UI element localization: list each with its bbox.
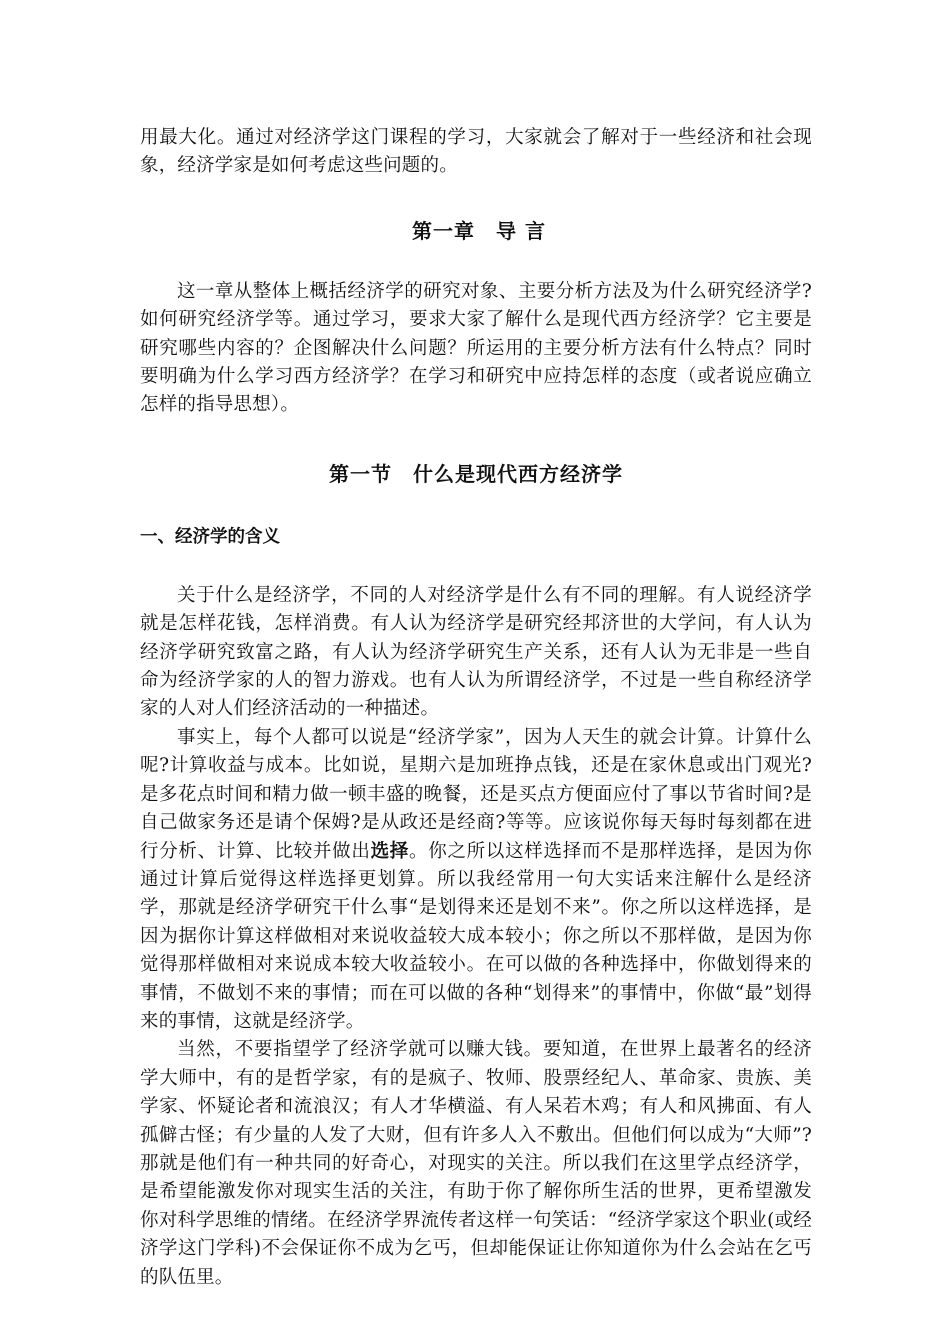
body-paragraph-2-part-1: 事实上，每个人都可以说是“经济学家”，因为人天生的就会计算。计算什么呢?计算收益与成本。比如说，星期六是加班挣点钱，还是在家休息或出门观光?是多花点时间和精力做一顿丰盛的晚餐，还是买点方便面应付了事以节省时间?是自己做家务还是请个保姆?是从政还是经商?等等。应该说你每天每时每刻都在进行分析、计算、比较并做出 bbox=[140, 726, 812, 862]
body-paragraph-3: 当然，不要指望学了经济学就可以赚大钱。要知道，在世界上最著名的经济学大师中，有的是哲学家，有的是疯子、牧师、股票经纪人、革命家、贵族、美学家、怀疑论者和流浪汉；有人才华横溢、有人呆若木鸡；有人和风拂面、有人孤僻古怪；有少量的人发了大财，但有许多人入不敷出。但他们何以成为“大师”?那就是他们有一种共同的好奇心，对现实的关注。所以我们在这里学点经济学，是希望能激发你对现实生活的关注，有助于你了解你所生活的世界，更希望激发你对科学思维的情绪。在经济学界流传者这样一句笑话：“经济学家这个职业(或经济学这门学科)不会保证你不成为乞丐，但却能保证让你知道你为什么会站在乞丐的队伍里。 bbox=[140, 1039, 812, 1288]
chapter-summary-paragraph: 这一章从整体上概括经济学的研究对象、主要分析方法及为什么研究经济学?如何研究经济学等。通过学习，要求大家了解什么是现代西方经济学？它主要是研究哪些内容的？企图解决什么问题？所运用的主要分析方法有什么特点？同时要明确为什么学习西方经济学？在学习和研究中应持怎样的态度（或者说应确立怎样的指导思想）。 bbox=[140, 280, 812, 416]
body-paragraph-1: 关于什么是经济学，不同的人对经济学是什么有不同的理解。有人说经济学就是怎样花钱，怎样消费。有人认为经济学是研究经邦济世的大学问，有人认为经济学研究致富之路，有人认为经济学研究生产关系，还有人认为无非是一些自命为经济学家的人的智力游戏。也有人认为所谓经济学，不过是一些自称经济学家的人对人们经济活动的一种描述。 bbox=[140, 584, 812, 720]
body-paragraph-2 bbox=[140, 724, 812, 1036]
chapter-title: 第一章 导 言 bbox=[412, 218, 546, 243]
section-title: 第一节 什么是现代西方经济学 bbox=[329, 461, 623, 486]
document-page bbox=[140, 118, 812, 1292]
emphasized-term: 选择 bbox=[370, 840, 410, 862]
body-paragraph-2-part-2: 。你之所以这样选择而不是那样选择，是因为你通过计算后觉得这样选择更划算。所以我经常用一句大实话来注解什么是经济学，那就是经济学研究干什么事“是划得来还是划不来”。你之所以这样选择，是因为据你计算这样做相对来说收益较大成本较小；你之所以不那样做，是因为你觉得那样做相对来说成本较大收益较小。在可以做的各种选择中，你做划得来的事情，不做划不来的事情；而在可以做的各种“划得来”的事情中，你做“最”划得来的事情，这就是经济学。 bbox=[140, 840, 813, 1032]
intro-paragraph-tail: 用最大化。通过对经济学这门课程的学习，大家就会了解对于一些经济和社会现象，经济学家是如何考虑这些问题的。 bbox=[140, 127, 812, 177]
subsection-title: 一、经济学的含义 bbox=[140, 526, 280, 547]
